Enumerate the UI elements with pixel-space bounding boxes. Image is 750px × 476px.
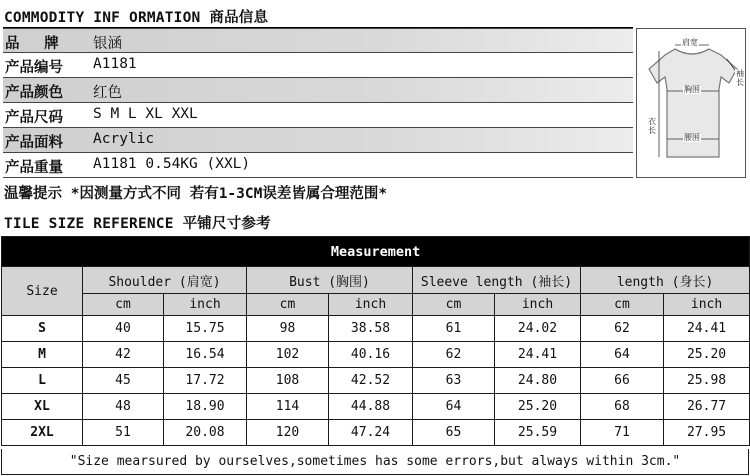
table-cell: 24.41 xyxy=(664,316,750,342)
table-cell: 114 xyxy=(247,394,329,420)
table-cell: 24.80 xyxy=(495,368,581,394)
measurement-title: Measurement xyxy=(2,237,750,267)
sleeve-label: 袖长 xyxy=(736,69,744,87)
size-cell: L xyxy=(2,368,83,394)
commodity-info-title: COMMODITY INF ORMATION 商品信息 xyxy=(4,10,269,26)
measurement-table xyxy=(1,236,750,446)
table-row xyxy=(2,316,750,342)
table-cell: 98 xyxy=(247,316,329,342)
info-value: 红色 xyxy=(93,85,122,101)
group-header-length: length (身长) xyxy=(581,267,750,294)
table-cell: 26.77 xyxy=(664,394,750,420)
shoulder-label: 肩宽 xyxy=(682,38,698,47)
table-cell: 64 xyxy=(581,342,664,368)
table-cell: 25.20 xyxy=(664,342,750,368)
info-value: Acrylic xyxy=(93,131,155,147)
table-cell: 63 xyxy=(413,368,495,394)
unit-header: inch xyxy=(164,294,247,316)
table-cell: 42.52 xyxy=(329,368,413,394)
tshirt-outline-icon xyxy=(637,29,745,177)
table-cell: 24.02 xyxy=(495,316,581,342)
measurement-warning: 温馨提示 *因测量方式不同 若有1-3CM误差皆属合理范围* xyxy=(4,186,388,202)
table-cell: 47.24 xyxy=(329,420,413,446)
info-value: A1181 xyxy=(93,56,137,72)
length-label: 衣长 xyxy=(648,117,656,135)
table-cell: 68 xyxy=(581,394,664,420)
table-cell: 17.72 xyxy=(164,368,247,394)
info-row-code xyxy=(3,53,633,78)
table-cell: 16.54 xyxy=(164,342,247,368)
table-cell: 51 xyxy=(83,420,164,446)
info-key: 产品尺码 xyxy=(5,110,63,126)
table-cell: 18.90 xyxy=(164,394,247,420)
info-key: 品 牌 xyxy=(5,36,67,52)
unit-header: cm xyxy=(413,294,495,316)
unit-header: cm xyxy=(247,294,329,316)
group-header-shoulder: Shoulder (肩宽) xyxy=(83,267,247,294)
size-header: Size xyxy=(2,267,83,316)
info-value: S M L XL XXL xyxy=(93,106,198,122)
table-row xyxy=(2,394,750,420)
info-row-color xyxy=(3,78,633,103)
table-cell: 64 xyxy=(413,394,495,420)
table-cell: 48 xyxy=(83,394,164,420)
table-row xyxy=(2,368,750,394)
size-disclaimer: "Size mearsured by ourselves,sometimes has some errors,but always within 3cm." xyxy=(1,449,749,475)
info-value: A1181 0.54KG (XXL) xyxy=(93,156,251,172)
size-cell: XL xyxy=(2,394,83,420)
info-row-sizes xyxy=(3,103,633,128)
size-cell: S xyxy=(2,316,83,342)
table-row xyxy=(2,342,750,368)
unit-header: inch xyxy=(495,294,581,316)
chest-label: 胸围 xyxy=(684,85,700,94)
info-row-weight xyxy=(3,153,633,178)
table-cell: 61 xyxy=(413,316,495,342)
size-cell: M xyxy=(2,342,83,368)
table-cell: 120 xyxy=(247,420,329,446)
group-header-bust: Bust (胸围) xyxy=(247,267,413,294)
table-cell: 25.98 xyxy=(664,368,750,394)
table-row xyxy=(2,420,750,446)
garment-measurement-diagram xyxy=(636,28,746,178)
table-cell: 42 xyxy=(83,342,164,368)
info-value: 银涵 xyxy=(93,36,122,52)
table-cell: 66 xyxy=(581,368,664,394)
table-cell: 40.16 xyxy=(329,342,413,368)
info-row-brand xyxy=(3,28,633,53)
table-cell: 65 xyxy=(413,420,495,446)
group-header-sleeve: Sleeve length (袖长) xyxy=(413,267,581,294)
table-cell: 15.75 xyxy=(164,316,247,342)
table-cell: 62 xyxy=(581,316,664,342)
info-key: 产品面料 xyxy=(5,135,63,151)
table-cell: 108 xyxy=(247,368,329,394)
size-cell: 2XL xyxy=(2,420,83,446)
info-row-fabric xyxy=(3,128,633,153)
table-cell: 71 xyxy=(581,420,664,446)
table-cell: 62 xyxy=(413,342,495,368)
info-key: 产品颜色 xyxy=(5,85,63,101)
info-key: 产品重量 xyxy=(5,160,63,176)
table-cell: 24.41 xyxy=(495,342,581,368)
table-cell: 27.95 xyxy=(664,420,750,446)
product-info-table xyxy=(3,28,633,178)
info-key: 产品编号 xyxy=(5,60,63,76)
unit-header: cm xyxy=(581,294,664,316)
table-cell: 25.20 xyxy=(495,394,581,420)
table-cell: 45 xyxy=(83,368,164,394)
table-cell: 102 xyxy=(247,342,329,368)
unit-header: inch xyxy=(664,294,750,316)
table-cell: 44.88 xyxy=(329,394,413,420)
waist-label: 腰围 xyxy=(684,133,700,142)
tile-size-title: TILE SIZE REFERENCE 平铺尺寸参考 xyxy=(4,216,271,232)
table-cell: 25.59 xyxy=(495,420,581,446)
unit-header: cm xyxy=(83,294,164,316)
table-cell: 20.08 xyxy=(164,420,247,446)
unit-header: inch xyxy=(329,294,413,316)
table-cell: 40 xyxy=(83,316,164,342)
table-cell: 38.58 xyxy=(329,316,413,342)
